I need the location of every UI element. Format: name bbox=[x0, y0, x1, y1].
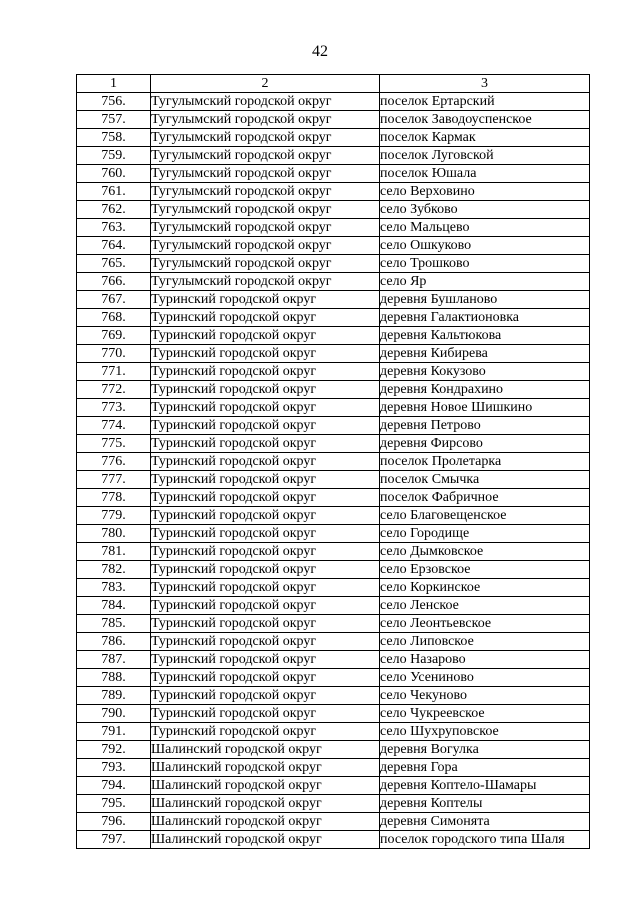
table-row bbox=[77, 561, 590, 579]
page-number: 42 bbox=[312, 43, 328, 60]
district-cell: Тугулымский городской округ bbox=[151, 147, 380, 165]
row-number-cell: 763. bbox=[77, 219, 151, 237]
table-row bbox=[77, 417, 590, 435]
district-cell: Тугулымский городской округ bbox=[151, 129, 380, 147]
settlement-cell: поселок Смычка bbox=[380, 471, 590, 489]
settlement-cell: деревня Кибирева bbox=[380, 345, 590, 363]
table-row bbox=[77, 687, 590, 705]
row-number-cell: 777. bbox=[77, 471, 151, 489]
table-header bbox=[77, 75, 590, 93]
row-number-cell: 776. bbox=[77, 453, 151, 471]
settlement-cell: село Липовское bbox=[380, 633, 590, 651]
district-cell: Шалинский городской округ bbox=[151, 759, 380, 777]
row-number-cell: 796. bbox=[77, 813, 151, 831]
row-number-cell: 760. bbox=[77, 165, 151, 183]
district-cell: Туринский городской округ bbox=[151, 633, 380, 651]
row-number-cell: 786. bbox=[77, 633, 151, 651]
settlement-cell: село Яр bbox=[380, 273, 590, 291]
row-number-cell: 791. bbox=[77, 723, 151, 741]
row-number-cell: 768. bbox=[77, 309, 151, 327]
district-cell: Туринский городской округ bbox=[151, 687, 380, 705]
row-number-cell: 788. bbox=[77, 669, 151, 687]
settlement-cell: поселок Кармак bbox=[380, 129, 590, 147]
row-number-cell: 764. bbox=[77, 237, 151, 255]
settlement-cell: село Дымковское bbox=[380, 543, 590, 561]
table-row bbox=[77, 579, 590, 597]
district-cell: Шалинский городской округ bbox=[151, 741, 380, 759]
settlement-cell: деревня Коптелы bbox=[380, 795, 590, 813]
table-row bbox=[77, 309, 590, 327]
table-row bbox=[77, 327, 590, 345]
settlements-table bbox=[76, 74, 590, 849]
row-number-cell: 778. bbox=[77, 489, 151, 507]
table-row bbox=[77, 399, 590, 417]
settlement-cell: деревня Вогулка bbox=[380, 741, 590, 759]
settlement-cell: поселок Луговской bbox=[380, 147, 590, 165]
table-row bbox=[77, 345, 590, 363]
district-cell: Туринский городской округ bbox=[151, 309, 380, 327]
table-row bbox=[77, 201, 590, 219]
row-number-cell: 784. bbox=[77, 597, 151, 615]
district-cell: Шалинский городской округ bbox=[151, 831, 380, 849]
row-number-cell: 793. bbox=[77, 759, 151, 777]
settlement-cell: поселок Пролетарка bbox=[380, 453, 590, 471]
district-cell: Туринский городской округ bbox=[151, 291, 380, 309]
district-cell: Туринский городской округ bbox=[151, 471, 380, 489]
table-row bbox=[77, 795, 590, 813]
table-body bbox=[77, 93, 590, 849]
district-cell: Туринский городской округ bbox=[151, 327, 380, 345]
row-number-cell: 767. bbox=[77, 291, 151, 309]
settlement-cell: село Ерзовское bbox=[380, 561, 590, 579]
row-number-cell: 780. bbox=[77, 525, 151, 543]
district-cell: Туринский городской округ bbox=[151, 345, 380, 363]
district-cell: Туринский городской округ bbox=[151, 615, 380, 633]
table-row bbox=[77, 813, 590, 831]
district-cell: Шалинский городской округ bbox=[151, 777, 380, 795]
table-row bbox=[77, 165, 590, 183]
table-row bbox=[77, 255, 590, 273]
row-number-cell: 771. bbox=[77, 363, 151, 381]
row-number-cell: 772. bbox=[77, 381, 151, 399]
row-number-cell: 774. bbox=[77, 417, 151, 435]
district-cell: Туринский городской округ bbox=[151, 561, 380, 579]
row-number-cell: 761. bbox=[77, 183, 151, 201]
district-cell: Туринский городской округ bbox=[151, 417, 380, 435]
table-row bbox=[77, 741, 590, 759]
district-cell: Тугулымский городской округ bbox=[151, 165, 380, 183]
table-row bbox=[77, 633, 590, 651]
row-number-cell: 756. bbox=[77, 93, 151, 111]
row-number-cell: 783. bbox=[77, 579, 151, 597]
table-row bbox=[77, 759, 590, 777]
table-row bbox=[77, 183, 590, 201]
settlement-cell: поселок Фабричное bbox=[380, 489, 590, 507]
row-number-cell: 775. bbox=[77, 435, 151, 453]
district-cell: Тугулымский городской округ bbox=[151, 183, 380, 201]
settlement-cell: село Городище bbox=[380, 525, 590, 543]
table-row bbox=[77, 381, 590, 399]
table-row bbox=[77, 543, 590, 561]
table-row bbox=[77, 597, 590, 615]
column-header-district: 2 bbox=[151, 75, 380, 93]
settlement-cell: поселок городского типа Шаля bbox=[380, 831, 590, 849]
district-cell: Тугулымский городской округ bbox=[151, 219, 380, 237]
settlement-cell: село Ошкуково bbox=[380, 237, 590, 255]
settlement-cell: село Чекуново bbox=[380, 687, 590, 705]
table-row bbox=[77, 129, 590, 147]
district-cell: Туринский городской округ bbox=[151, 381, 380, 399]
settlement-cell: село Ленское bbox=[380, 597, 590, 615]
settlement-cell: деревня Коптело-Шамары bbox=[380, 777, 590, 795]
district-cell: Туринский городской округ bbox=[151, 543, 380, 561]
settlement-cell: село Леонтьевское bbox=[380, 615, 590, 633]
district-cell: Туринский городской округ bbox=[151, 723, 380, 741]
table-row bbox=[77, 237, 590, 255]
row-number-cell: 797. bbox=[77, 831, 151, 849]
row-number-cell: 781. bbox=[77, 543, 151, 561]
settlement-cell: деревня Петрово bbox=[380, 417, 590, 435]
table-row bbox=[77, 93, 590, 111]
settlement-cell: село Трошково bbox=[380, 255, 590, 273]
district-cell: Шалинский городской округ bbox=[151, 795, 380, 813]
table-row bbox=[77, 273, 590, 291]
settlement-cell: село Верховино bbox=[380, 183, 590, 201]
district-cell: Туринский городской округ bbox=[151, 651, 380, 669]
settlement-cell: село Зубково bbox=[380, 201, 590, 219]
settlement-cell: село Коркинское bbox=[380, 579, 590, 597]
settlement-cell: деревня Новое Шишкино bbox=[380, 399, 590, 417]
row-number-cell: 795. bbox=[77, 795, 151, 813]
row-number-cell: 769. bbox=[77, 327, 151, 345]
table-row bbox=[77, 615, 590, 633]
row-number-cell: 779. bbox=[77, 507, 151, 525]
table-row bbox=[77, 489, 590, 507]
settlement-cell: село Усениново bbox=[380, 669, 590, 687]
settlement-cell: село Шухруповское bbox=[380, 723, 590, 741]
table-row bbox=[77, 507, 590, 525]
table-row bbox=[77, 291, 590, 309]
district-cell: Тугулымский городской округ bbox=[151, 201, 380, 219]
district-cell: Тугулымский городской округ bbox=[151, 255, 380, 273]
settlement-cell: деревня Бушланово bbox=[380, 291, 590, 309]
settlement-cell: деревня Гора bbox=[380, 759, 590, 777]
table-row bbox=[77, 471, 590, 489]
settlement-cell: поселок Юшала bbox=[380, 165, 590, 183]
row-number-cell: 759. bbox=[77, 147, 151, 165]
row-number-cell: 770. bbox=[77, 345, 151, 363]
table-row bbox=[77, 705, 590, 723]
table-row bbox=[77, 651, 590, 669]
table-row bbox=[77, 147, 590, 165]
table-row bbox=[77, 525, 590, 543]
row-number-cell: 794. bbox=[77, 777, 151, 795]
settlement-cell: село Назарово bbox=[380, 651, 590, 669]
district-cell: Туринский городской округ bbox=[151, 399, 380, 417]
table-row bbox=[77, 831, 590, 849]
table-row bbox=[77, 777, 590, 795]
settlement-cell: село Благовещенское bbox=[380, 507, 590, 525]
district-cell: Тугулымский городской округ bbox=[151, 111, 380, 129]
header-row bbox=[77, 75, 590, 93]
district-cell: Тугулымский городской округ bbox=[151, 237, 380, 255]
settlement-cell: деревня Кондрахино bbox=[380, 381, 590, 399]
row-number-cell: 785. bbox=[77, 615, 151, 633]
district-cell: Туринский городской округ bbox=[151, 507, 380, 525]
settlement-cell: поселок Ертарский bbox=[380, 93, 590, 111]
district-cell: Тугулымский городской округ bbox=[151, 93, 380, 111]
district-cell: Туринский городской округ bbox=[151, 363, 380, 381]
settlement-cell: поселок Заводоуспенское bbox=[380, 111, 590, 129]
settlement-cell: деревня Кокузово bbox=[380, 363, 590, 381]
settlement-cell: деревня Симонята bbox=[380, 813, 590, 831]
table-row bbox=[77, 669, 590, 687]
column-header-number: 1 bbox=[77, 75, 151, 93]
row-number-cell: 765. bbox=[77, 255, 151, 273]
settlement-cell: село Мальцево bbox=[380, 219, 590, 237]
row-number-cell: 762. bbox=[77, 201, 151, 219]
district-cell: Туринский городской округ bbox=[151, 489, 380, 507]
settlement-cell: деревня Галактионовка bbox=[380, 309, 590, 327]
row-number-cell: 773. bbox=[77, 399, 151, 417]
table-row bbox=[77, 435, 590, 453]
settlement-cell: деревня Фирсово bbox=[380, 435, 590, 453]
column-header-settlement: 3 bbox=[380, 75, 590, 93]
district-cell: Шалинский городской округ bbox=[151, 813, 380, 831]
table-row bbox=[77, 219, 590, 237]
row-number-cell: 792. bbox=[77, 741, 151, 759]
district-cell: Тугулымский городской округ bbox=[151, 273, 380, 291]
row-number-cell: 766. bbox=[77, 273, 151, 291]
table-row bbox=[77, 723, 590, 741]
row-number-cell: 789. bbox=[77, 687, 151, 705]
row-number-cell: 787. bbox=[77, 651, 151, 669]
row-number-cell: 790. bbox=[77, 705, 151, 723]
settlement-cell: село Чукреевское bbox=[380, 705, 590, 723]
table-row bbox=[77, 363, 590, 381]
district-cell: Туринский городской округ bbox=[151, 525, 380, 543]
settlement-cell: деревня Кальтюкова bbox=[380, 327, 590, 345]
district-cell: Туринский городской округ bbox=[151, 435, 380, 453]
table-row bbox=[77, 111, 590, 129]
district-cell: Туринский городской округ bbox=[151, 705, 380, 723]
district-cell: Туринский городской округ bbox=[151, 669, 380, 687]
district-cell: Туринский городской округ bbox=[151, 453, 380, 471]
district-cell: Туринский городской округ bbox=[151, 597, 380, 615]
table-row bbox=[77, 453, 590, 471]
row-number-cell: 782. bbox=[77, 561, 151, 579]
row-number-cell: 758. bbox=[77, 129, 151, 147]
row-number-cell: 757. bbox=[77, 111, 151, 129]
district-cell: Туринский городской округ bbox=[151, 579, 380, 597]
